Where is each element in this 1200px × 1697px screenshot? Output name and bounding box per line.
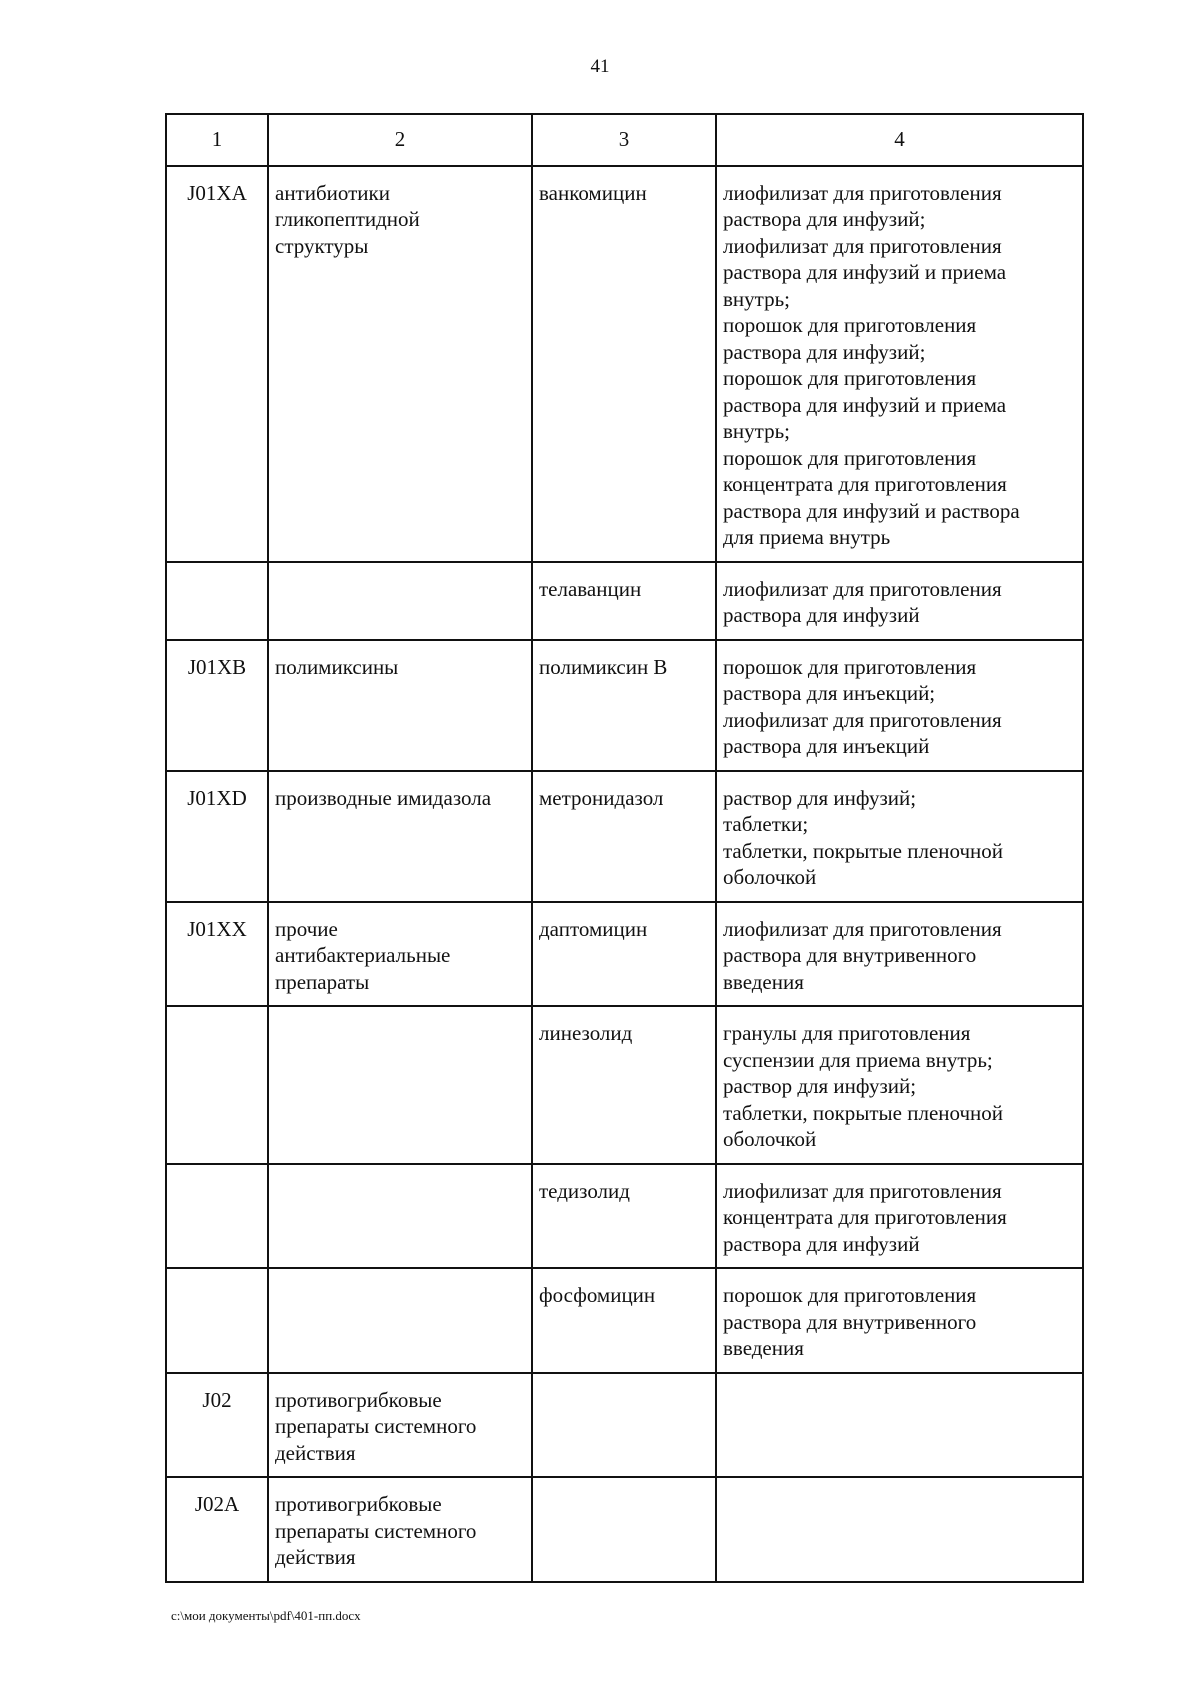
dosage-forms-cell: лиофилизат для приготовления раствора для внутривенного введения bbox=[716, 902, 1083, 1007]
table-row bbox=[166, 902, 1083, 1007]
atc-code-cell bbox=[166, 562, 268, 640]
table-header-row bbox=[166, 114, 1083, 166]
drug-cell bbox=[532, 1373, 716, 1478]
header-col-4: 4 bbox=[716, 114, 1083, 166]
header-col-2: 2 bbox=[268, 114, 532, 166]
dosage-forms-cell: раствор для инфузий; таблетки; таблетки, покрытые пленочной оболочкой bbox=[716, 771, 1083, 902]
group-cell bbox=[268, 562, 532, 640]
group-cell: прочие антибактериальные препараты bbox=[268, 902, 532, 1007]
atc-code-cell: J02 bbox=[166, 1373, 268, 1478]
drug-cell: тедизолид bbox=[532, 1164, 716, 1269]
group-cell: производные имидазола bbox=[268, 771, 532, 902]
table-row bbox=[166, 640, 1083, 771]
atc-code-cell: J01XD bbox=[166, 771, 268, 902]
group-cell: противогрибковые препараты системного действия bbox=[268, 1477, 532, 1582]
group-cell bbox=[268, 1164, 532, 1269]
group-cell: полимиксины bbox=[268, 640, 532, 771]
drug-cell: метронидазол bbox=[532, 771, 716, 902]
group-cell bbox=[268, 1268, 532, 1373]
dosage-forms-cell: лиофилизат для приготовления раствора для инфузий bbox=[716, 562, 1083, 640]
header-col-1: 1 bbox=[166, 114, 268, 166]
group-cell bbox=[268, 1006, 532, 1164]
drug-cell: фосфомицин bbox=[532, 1268, 716, 1373]
atc-code-cell: J01XB bbox=[166, 640, 268, 771]
drug-cell: ванкомицин bbox=[532, 166, 716, 562]
dosage-forms-cell bbox=[716, 1477, 1083, 1582]
dosage-forms-cell: гранулы для приготовления суспензии для приема внутрь; раствор для инфузий; таблетки, покрытые пленочной оболочкой bbox=[716, 1006, 1083, 1164]
group-cell: антибиотики гликопептидной структуры bbox=[268, 166, 532, 562]
footer-file-path: c:\мои документы\pdf\401-пп.docx bbox=[171, 1608, 361, 1623]
group-cell: противогрибковые препараты системного действия bbox=[268, 1373, 532, 1478]
table-row bbox=[166, 1164, 1083, 1269]
table-row bbox=[166, 771, 1083, 902]
atc-code-cell: J01XX bbox=[166, 902, 268, 1007]
table-row bbox=[166, 562, 1083, 640]
dosage-forms-cell: порошок для приготовления раствора для внутривенного введения bbox=[716, 1268, 1083, 1373]
header-col-3: 3 bbox=[532, 114, 716, 166]
atc-code-cell bbox=[166, 1268, 268, 1373]
atc-code-cell bbox=[166, 1164, 268, 1269]
drug-cell: линезолид bbox=[532, 1006, 716, 1164]
table-row bbox=[166, 1477, 1083, 1582]
atc-code-cell: J02A bbox=[166, 1477, 268, 1582]
table-row bbox=[166, 1006, 1083, 1164]
drug-cell: полимиксин В bbox=[532, 640, 716, 771]
table-row bbox=[166, 166, 1083, 562]
table-row bbox=[166, 1373, 1083, 1478]
dosage-forms-cell: лиофилизат для приготовления концентрата для приготовления раствора для инфузий bbox=[716, 1164, 1083, 1269]
atc-code-cell: J01XA bbox=[166, 166, 268, 562]
drug-cell: даптомицин bbox=[532, 902, 716, 1007]
atc-code-cell bbox=[166, 1006, 268, 1164]
table-row bbox=[166, 1268, 1083, 1373]
dosage-forms-cell: лиофилизат для приготовления раствора для инфузий; лиофилизат для приготовления раствора для инфузий и приема внутрь; порошок для приготовления раствора для инфузий; порошок для приготовления раствора для инфузий и приема внутрь; порошок для приготовления концентрата для приготовления раствора для инфузий и раствора для приема внутрь bbox=[716, 166, 1083, 562]
page-number: 41 bbox=[590, 56, 610, 77]
dosage-forms-cell: порошок для приготовления раствора для инъекций; лиофилизат для приготовления раствора для инъекций bbox=[716, 640, 1083, 771]
drug-table bbox=[165, 113, 1084, 1583]
drug-cell: телаванцин bbox=[532, 562, 716, 640]
drug-cell bbox=[532, 1477, 716, 1582]
dosage-forms-cell bbox=[716, 1373, 1083, 1478]
